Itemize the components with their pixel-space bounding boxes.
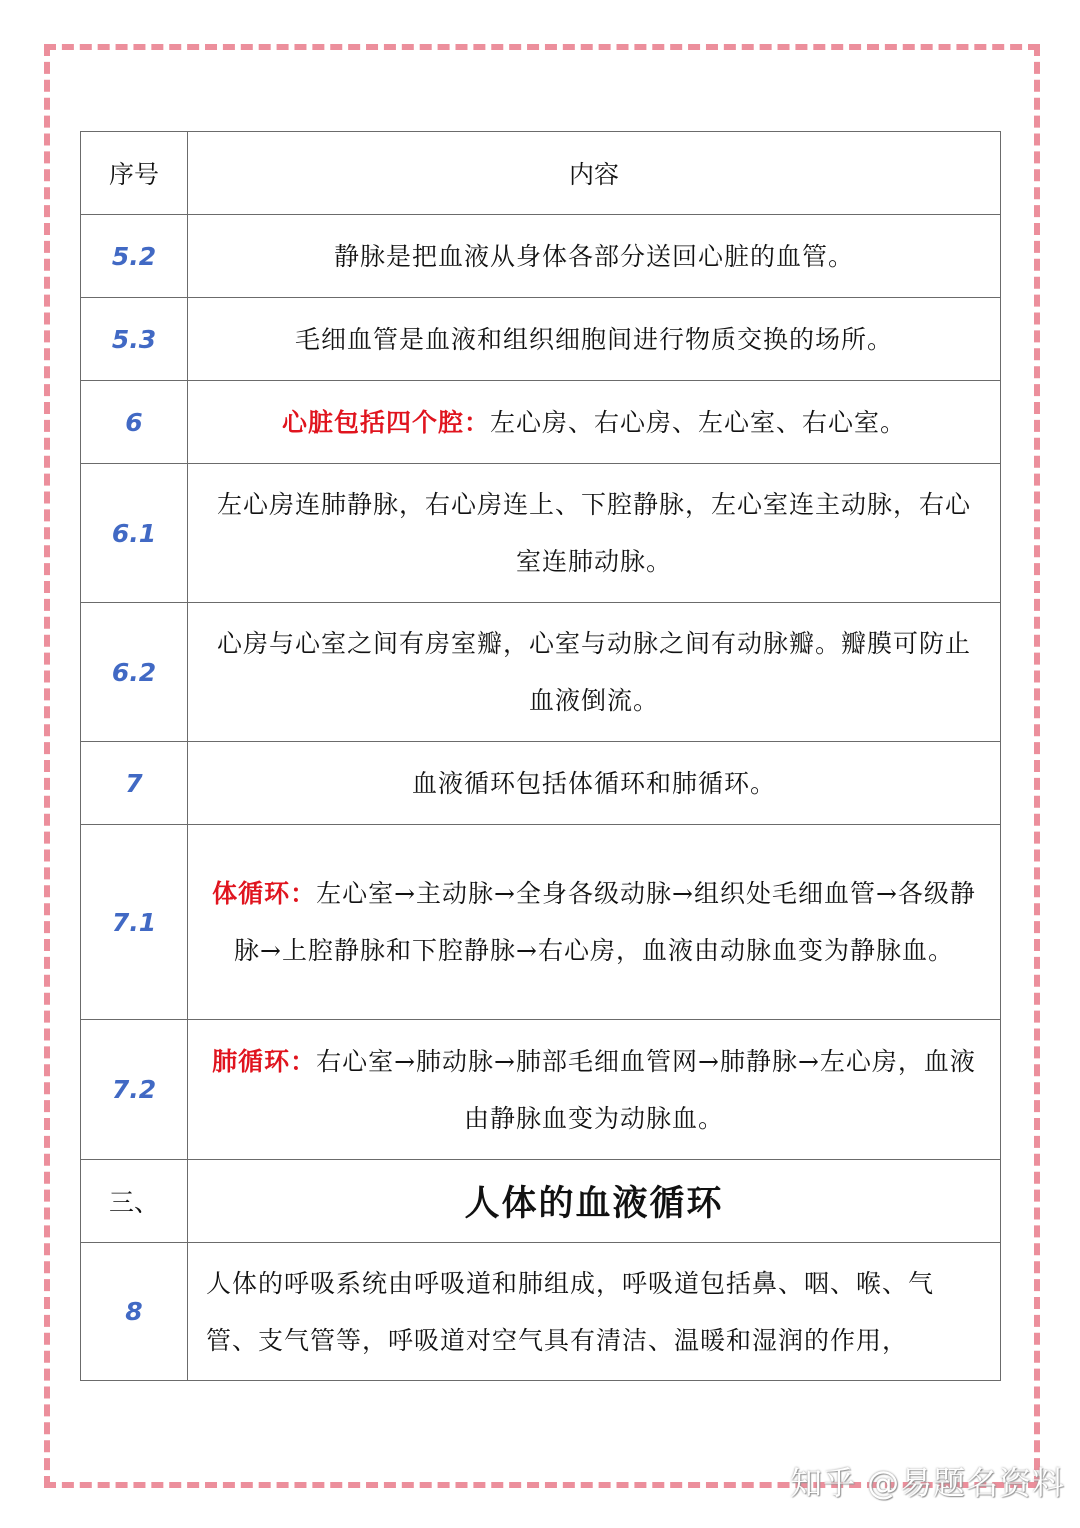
watermark: 知乎 @易题名资料 xyxy=(790,1464,1066,1502)
row-number: 6 xyxy=(81,381,188,464)
row-content xyxy=(188,825,1001,1020)
table-row xyxy=(81,1243,1001,1381)
table-row xyxy=(81,603,1001,742)
row-text: 右心室→肺动脉→肺部毛细血管网→肺静脉→左心房，血液由静脉血变为动脉血。 xyxy=(316,1046,976,1133)
row-number: 5.2 xyxy=(81,215,188,298)
row-number: 8 xyxy=(81,1243,188,1381)
row-number: 5.3 xyxy=(81,298,188,381)
row-number: 6.1 xyxy=(81,464,188,603)
section-number: 三、 xyxy=(81,1160,188,1243)
table-row xyxy=(81,742,1001,825)
header-number: 序号 xyxy=(81,132,188,215)
row-text: 血液循环包括体循环和肺循环。 xyxy=(188,742,1001,825)
section-row xyxy=(81,1160,1001,1243)
row-content xyxy=(188,381,1001,464)
row-number: 7.1 xyxy=(81,825,188,1020)
row-text: 左心房、右心房、左心室、右心室。 xyxy=(490,407,907,437)
highlight-label: 肺循环： xyxy=(212,1046,317,1076)
row-text: 左心房连肺静脉，右心房连上、下腔静脉，左心室连主动脉，右心室连肺动脉。 xyxy=(188,464,1001,603)
row-number: 6.2 xyxy=(81,603,188,742)
row-text: 静脉是把血液从身体各部分送回心脏的血管。 xyxy=(188,215,1001,298)
row-number: 7 xyxy=(81,742,188,825)
row-number: 7.2 xyxy=(81,1020,188,1160)
highlight-label: 心脏包括四个腔： xyxy=(281,407,490,437)
section-title: 人体的血液循环 xyxy=(188,1160,1001,1243)
table-row xyxy=(81,825,1001,1020)
content-table xyxy=(80,131,1001,1381)
table-row xyxy=(81,298,1001,381)
row-text: 人体的呼吸系统由呼吸道和肺组成，呼吸道包括鼻、咽、喉、气管、支气管等，呼吸道对空气具有清洁、温暖和湿润的作用， xyxy=(188,1243,1001,1381)
header-content: 内容 xyxy=(188,132,1001,215)
highlight-label: 体循环： xyxy=(212,879,317,908)
table-row xyxy=(81,1020,1001,1160)
table-row xyxy=(81,464,1001,603)
row-text: 心房与心室之间有房室瓣，心室与动脉之间有动脉瓣。瓣膜可防止血液倒流。 xyxy=(188,603,1001,742)
row-text: 左心室→主动脉→全身各级动脉→组织处毛细血管→各级静脉→上腔静脉和下腔静脉→右心房，血液由动脉血变为静脉血。 xyxy=(234,879,976,965)
row-text: 毛细血管是血液和组织细胞间进行物质交换的场所。 xyxy=(188,298,1001,381)
row-content xyxy=(188,1020,1001,1160)
table-row xyxy=(81,215,1001,298)
table-row xyxy=(81,381,1001,464)
table-header-row xyxy=(81,132,1001,215)
